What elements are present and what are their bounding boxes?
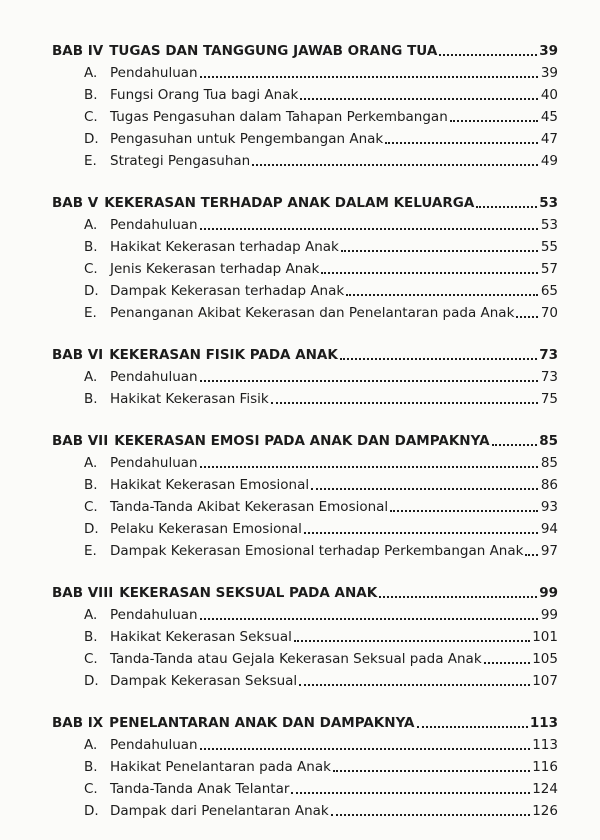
entry-letter: C.	[84, 109, 98, 125]
chapter-section	[52, 342, 558, 410]
chapter-number: BAB V	[52, 195, 99, 211]
chapter-heading[interactable]	[52, 38, 558, 62]
page-number: 94	[540, 521, 558, 537]
chapter-section	[52, 710, 558, 822]
page-number: 75	[540, 391, 558, 407]
entry-title: Tugas Pengasuhan dalam Tahapan Perkembangan	[110, 109, 448, 125]
page-number: 113	[532, 737, 558, 753]
page-number: 70	[540, 305, 558, 321]
entry-title: Dampak Kekerasan terhadap Anak	[110, 283, 345, 299]
toc-entry[interactable]	[52, 474, 558, 496]
page-number: 40	[540, 87, 558, 103]
entry-letter: D.	[84, 673, 99, 689]
toc-entry[interactable]	[52, 84, 558, 106]
dot-leader	[417, 726, 528, 728]
entry-letter: A.	[84, 737, 98, 753]
entry-letter: C.	[84, 261, 98, 277]
page-number: 85	[539, 433, 558, 449]
toc-entry[interactable]	[52, 734, 558, 756]
chapter-section	[52, 428, 558, 562]
entry-letter: C.	[84, 499, 98, 515]
chapter-heading[interactable]	[52, 342, 558, 366]
entry-title: Dampak dari Penelantaran Anak	[110, 803, 329, 819]
dot-leader	[200, 228, 538, 230]
dot-leader	[346, 294, 538, 296]
entry-letter: B.	[84, 391, 98, 407]
entry-title: Pendahuluan	[110, 737, 198, 753]
toc-entry[interactable]	[52, 670, 558, 692]
entry-letter: D.	[84, 521, 99, 537]
toc-entry[interactable]	[52, 366, 558, 388]
page-number: 93	[540, 499, 558, 515]
entry-letter: B.	[84, 759, 98, 775]
dot-leader	[271, 402, 538, 404]
toc-entry[interactable]	[52, 648, 558, 670]
dot-leader	[484, 662, 531, 664]
chapter-title: TUGAS DAN TANGGUNG JAWAB ORANG TUA	[109, 43, 438, 59]
page-number: 47	[540, 131, 558, 147]
entry-letter: C.	[84, 651, 98, 667]
dot-leader	[252, 164, 538, 166]
dot-leader	[379, 596, 537, 598]
entry-title: Hakikat Kekerasan Fisik	[110, 391, 269, 407]
toc-entry[interactable]	[52, 214, 558, 236]
chapter-heading[interactable]	[52, 710, 558, 734]
entry-letter: C.	[84, 781, 98, 797]
dot-leader	[200, 618, 538, 620]
toc-entry[interactable]	[52, 150, 558, 172]
chapter-title: PENELANTARAN ANAK DAN DAMPAKNYA	[109, 715, 415, 731]
chapter-number: BAB VII	[52, 433, 109, 449]
dot-leader	[300, 98, 538, 100]
entry-title: Fungsi Orang Tua bagi Anak	[110, 87, 299, 103]
entry-title: Strategi Pengasuhan	[110, 153, 251, 169]
page-number: 86	[540, 477, 558, 493]
entry-title: Pelaku Kekerasan Emosional	[110, 521, 302, 537]
table-of-contents	[52, 38, 558, 840]
chapter-section	[52, 190, 558, 324]
entry-title: Pendahuluan	[110, 607, 198, 623]
toc-entry[interactable]	[52, 388, 558, 410]
page-number: 73	[539, 347, 558, 363]
dot-leader	[385, 142, 538, 144]
toc-entry[interactable]	[52, 258, 558, 280]
entry-title: Pendahuluan	[110, 455, 198, 471]
toc-entry[interactable]	[52, 452, 558, 474]
dot-leader	[311, 488, 538, 490]
entry-title: Pendahuluan	[110, 217, 198, 233]
page-number: 107	[532, 673, 558, 689]
entry-title: Penanganan Akibat Kekerasan dan Penelantaran pada Anak	[110, 305, 515, 321]
page-number: 113	[529, 715, 558, 731]
entry-title: Hakikat Penelantaran pada Anak	[110, 759, 331, 775]
toc-entry[interactable]	[52, 496, 558, 518]
toc-entry[interactable]	[52, 756, 558, 778]
page-number: 105	[532, 651, 558, 667]
page-number: 124	[532, 781, 558, 797]
dot-leader	[304, 532, 538, 534]
entry-title: Hakikat Kekerasan Seksual	[110, 629, 292, 645]
entry-title: Hakikat Kekerasan terhadap Anak	[110, 239, 339, 255]
page-number: 126	[532, 803, 558, 819]
entry-title: Tanda-Tanda atau Gejala Kekerasan Seksual pada Anak	[110, 651, 482, 667]
page-number: 39	[540, 65, 558, 81]
page-number: 57	[540, 261, 558, 277]
toc-entry[interactable]	[52, 604, 558, 626]
dot-leader	[476, 206, 537, 208]
dot-leader	[340, 358, 537, 360]
entry-title: Dampak Kekerasan Emosional terhadap Perkembangan Anak	[110, 543, 524, 559]
chapter-number: BAB VI	[52, 347, 104, 363]
entry-letter: B.	[84, 87, 98, 103]
page-number: 45	[540, 109, 558, 125]
toc-entry[interactable]	[52, 106, 558, 128]
entry-title: Pendahuluan	[110, 65, 198, 81]
page-number: 99	[540, 607, 558, 623]
dot-leader	[341, 250, 538, 252]
entry-letter: B.	[84, 239, 98, 255]
page-number: 49	[540, 153, 558, 169]
chapter-heading[interactable]	[52, 190, 558, 214]
chapter-section	[52, 580, 558, 692]
dot-leader	[294, 640, 530, 642]
entry-title: Dampak Kekerasan Seksual	[110, 673, 298, 689]
dot-leader	[200, 380, 538, 382]
page-number: 101	[532, 629, 558, 645]
toc-entry[interactable]	[52, 128, 558, 150]
entry-letter: A.	[84, 65, 98, 81]
toc-entry[interactable]	[52, 302, 558, 324]
dot-leader	[291, 792, 530, 794]
dot-leader	[450, 120, 538, 122]
dot-leader	[200, 748, 531, 750]
page-number: 73	[540, 369, 558, 385]
dot-leader	[439, 54, 537, 56]
dot-leader	[331, 814, 530, 816]
chapter-title: KEKERASAN EMOSI PADA ANAK DAN DAMPAKNYA	[114, 433, 490, 449]
entry-letter: E.	[84, 543, 97, 559]
entry-letter: D.	[84, 283, 99, 299]
entry-title: Pengasuhan untuk Pengembangan Anak	[110, 131, 384, 147]
entry-title: Tanda-Tanda Akibat Kekerasan Emosional	[110, 499, 389, 515]
entry-letter: D.	[84, 131, 99, 147]
page-number: 97	[540, 543, 558, 559]
page-number: 53	[539, 195, 558, 211]
page-number: 55	[540, 239, 558, 255]
chapter-heading[interactable]	[52, 428, 558, 452]
entry-letter: A.	[84, 369, 98, 385]
entry-title: Hakikat Kekerasan Emosional	[110, 477, 310, 493]
entry-letter: B.	[84, 629, 98, 645]
dot-leader	[525, 554, 538, 556]
dot-leader	[321, 272, 538, 274]
dot-leader	[200, 466, 538, 468]
page-number: 99	[539, 585, 558, 601]
entry-title: Pendahuluan	[110, 369, 198, 385]
entry-letter: D.	[84, 803, 99, 819]
dot-leader	[333, 770, 530, 772]
toc-entry[interactable]	[52, 626, 558, 648]
entry-letter: E.	[84, 305, 97, 321]
dot-leader	[516, 316, 538, 318]
chapter-heading[interactable]	[52, 580, 558, 604]
page-number: 39	[539, 43, 558, 59]
page-number: 53	[540, 217, 558, 233]
entry-title: Jenis Kekerasan terhadap Anak	[110, 261, 320, 277]
chapter-title: KEKERASAN FISIK PADA ANAK	[109, 347, 338, 363]
toc-entry[interactable]	[52, 518, 558, 540]
entry-letter: E.	[84, 153, 97, 169]
chapter-title: KEKERASAN TERHADAP ANAK DALAM KELUARGA	[104, 195, 475, 211]
dot-leader	[492, 444, 538, 446]
chapter-number: BAB VIII	[52, 585, 114, 601]
entry-letter: A.	[84, 455, 98, 471]
toc-entry[interactable]	[52, 778, 558, 800]
chapter-number: BAB IV	[52, 43, 104, 59]
chapter-title: KEKERASAN SEKSUAL PADA ANAK	[119, 585, 378, 601]
dot-leader	[390, 510, 538, 512]
entry-letter: A.	[84, 217, 98, 233]
dot-leader	[200, 76, 538, 78]
chapter-number: BAB IX	[52, 715, 104, 731]
entry-title: Tanda-Tanda Anak Telantar	[110, 781, 290, 797]
page-number: 85	[540, 455, 558, 471]
page-number: 116	[532, 759, 558, 775]
chapter-section	[52, 38, 558, 172]
entry-letter: A.	[84, 607, 98, 623]
toc-entry[interactable]	[52, 280, 558, 302]
toc-entry[interactable]	[52, 236, 558, 258]
dot-leader	[299, 684, 530, 686]
page-number: 65	[540, 283, 558, 299]
toc-entry[interactable]	[52, 540, 558, 562]
toc-entry[interactable]	[52, 62, 558, 84]
entry-letter: B.	[84, 477, 98, 493]
